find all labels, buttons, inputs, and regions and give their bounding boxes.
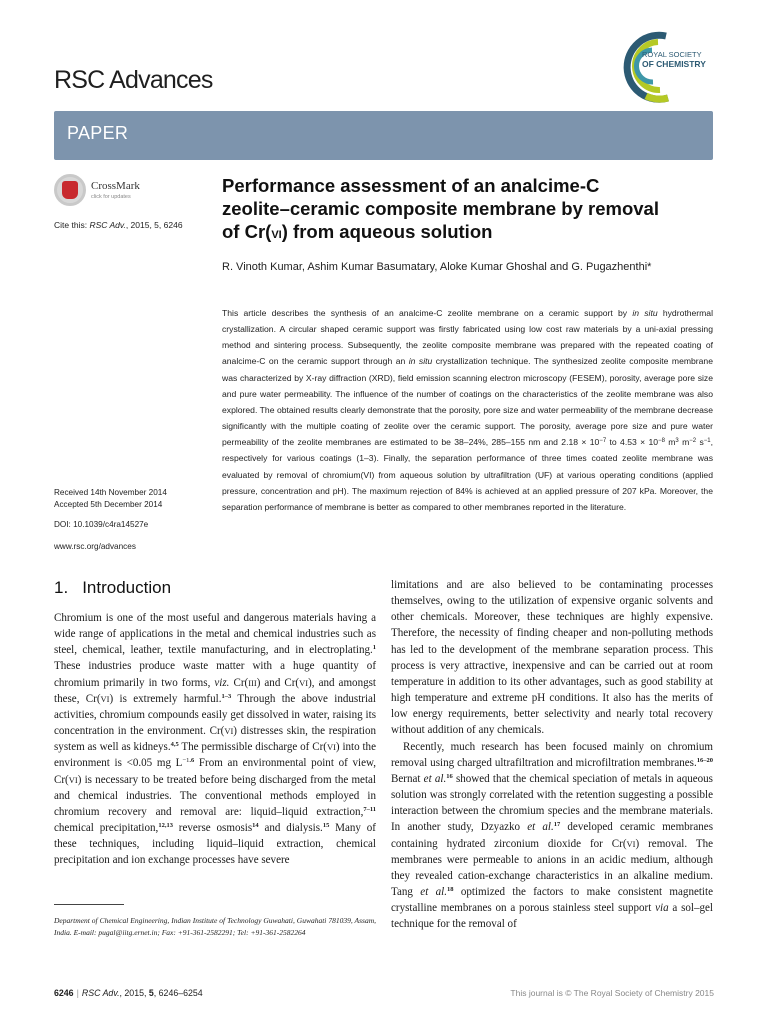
author-list: R. Vinoth Kumar, Ashim Kumar Basumatary, Aloke Kumar Ghoshal and G. Pugazhenthi* — [222, 261, 652, 273]
affiliation-footnote: Department of Chemical Engineering, Indian Institute of Technology Guwahati, Guwahati 781039, Assam, India. E-mail: pugal@iitg.ernet.in; Fax: +91-361-2582291; Tel: +91-361-2582264 — [54, 916, 376, 937]
ref-link[interactable]: 14 — [252, 822, 259, 830]
article-title: Performance assessment of an analcime-C zeolite–ceramic composite membrane by removal of Cr(vi) from aqueous solution — [222, 175, 659, 242]
body-right-column — [391, 577, 713, 932]
section-number: 1. — [54, 578, 69, 597]
article-type-banner — [54, 111, 713, 160]
crossmark-icon — [54, 174, 86, 206]
page-number: 6246 — [54, 988, 74, 998]
copyright-notice: This journal is © The Royal Society of Chemistry 2015 — [510, 988, 714, 998]
ref-link[interactable]: 4,5 — [170, 741, 179, 749]
ref-link[interactable]: 12,13 — [158, 822, 173, 830]
doi-link[interactable]: DOI: 10.1039/c4ra14527e — [54, 520, 149, 529]
ref-link[interactable]: 15 — [322, 822, 330, 830]
section-heading — [54, 578, 171, 598]
paragraph: limitations and are also believed to be contaminating processes themselves, owing to the utilization of expensive organic solvents and other chemicals. Moreover, these techniques are highly expensive. Therefore, the necessity of finding cheaper and non-polluting methods has led to the development of the membrane separation process. This process is very attractive, inexpensive and can be carried out at room temperature in addition to its other advantages, such as good stability at high temperature and extreme pH conditions. It also has the merits of low energy requirements, better selectivity and nearly total recovery without addition of any chemicals. — [391, 579, 713, 737]
cite-prefix: Cite this: — [54, 220, 88, 230]
accepted-date: Accepted 5th December 2014 — [54, 500, 163, 509]
journal-url-link[interactable]: www.rsc.org/advances — [54, 542, 136, 551]
ref-link[interactable]: 1–3 — [221, 692, 232, 700]
citation — [54, 220, 183, 230]
ref-link[interactable]: 16–20 — [696, 756, 713, 764]
journal-name: RSC Advances — [54, 66, 213, 94]
ref-link[interactable]: .6 — [189, 757, 195, 765]
article-type: PAPER — [67, 123, 129, 143]
body-left-column: Chromium is one of the most useful and dangerous materials having a wide range of applications in the metal and chemical industries such as steel, chemical, leather, textile manufacturing, and in electroplating.$^1$ These industries produce waste matter with a huge quantity of chromium primarily in two forms, viz. Cr(III) and Cr(VI), and amongst these, Cr(VI) is extremely harmful.$^{1-3}$ Through the above industrial activities, chromium compounds easily get dissolved in water, raising its concentration in the environment. Cr(VI) distresses skin, the respiration system as well as kidneys.$^{4,5}$ The permissible discharge of Cr(VI) into the environment is <0.05 mg $L^{-1.6}$ From an environmental point of view, Cr(VI) is necessary to be treated before being discharged from the metal and chemical industries. The conventional methods employed in chromium recovery and removal are: liquid–liquid extraction,$^{7-11}$ chemical precipitation,$^{12,13}$ reverse osmosis$^{14}$ and dialysis.$^{15}$ Many of these techniques, including liquid–liquid extraction, chemical precipitation and ion exchange processes have severe — [54, 612, 377, 867]
section-title-text: Introduction — [82, 578, 172, 597]
received-date: Received 14th November 2014 — [54, 488, 167, 497]
crossmark-label: CrossMark — [91, 180, 140, 192]
page-footer-citation: 6246 | RSC Adv., 2015, 5, 6246–6254 — [54, 988, 203, 998]
ref-link[interactable]: 16 — [446, 772, 453, 780]
cite-rest: , 2015, 5, 6246 — [125, 220, 183, 230]
crossmark-sub: click for updates — [91, 194, 131, 200]
crossmark-button[interactable] — [54, 174, 150, 210]
ref-link[interactable]: 17 — [553, 821, 561, 829]
ref-link[interactable]: 1 — [372, 644, 376, 652]
publisher-line2: OF CHEMISTRY — [642, 58, 706, 69]
ref-link[interactable]: 7–11 — [363, 805, 376, 813]
paragraph: Recently, much research has been focused mainly on chromium removal using charged ultrafiltration and microfiltration membranes.$^{16-20}$ Bernat et al.$^{16}$ showed that the chemical speciation of metals in aqueous solution was strongly correlated with the retention suggesting a possible interaction between the chromium species and the membrane materials. In another study, Dzyazko et al.$^{17}$ developed ceramic membranes containing hydrated zirconium dioxide for Cr(VI) removal. The membranes were permeable to anions in an acidic medium, although they revealed cation-exchange characteristics in an alkaline medium. Tang et al.$^{18}$ optimized the factors to make consistent magnetite crystalline membranes on a porous stainless steel support via a sol–gel technique for the removal of — [391, 740, 713, 931]
ref-link[interactable]: 18 — [446, 885, 454, 893]
cite-journal: RSC Adv. — [89, 220, 126, 230]
footnote-divider — [54, 904, 124, 905]
abstract: This article describes the synthesis of an analcime-C zeolite membrane on a ceramic support by in situ hydrothermal crystallization. A circular shaped ceramic support was firstly fabricated using low cost raw materials by a uni-axial pressing method and sintering process. Subsequently, the zeolite composite membrane was prepared with the repeated coating of analcime-C on the ceramic support through an in situ crystallization technique. The synthesized zeolite composite membrane was characterized by X-ray diffraction (XRD), field emission scanning electron microscopy (FESEM), porosity, average pore size and pure water permeability. The influence of the number of coatings on the characteristics of the zeolite membrane was also explored. The obtained results clearly demonstrate that the porosity, pore size and water permeability of the membrane decrease significantly with the multiple coating of zeolite over the ceramic support. The porosity, average pore size and pure water permeability of the zeolite membranes are estimated to be 38–24%, 285–155 nm and $2.18 \times 10^{-7}$ to $4.53 \times 10^{-8}$ $m^3$ $m^{-2}$ $s^{-1}$, respectively for various coatings (1–3). Finally, the separation performance of three times coated zeolite membrane was evaluated by removal of chromium(VI) from aqueous solution by ultrafiltration (UF) at various operating conditions (applied pressure, concentration and pH). The maximum rejection of 84% is achieved at an applied pressure of 207 kPa. Moreover, the separation performance of membrane is better as compared to other membranes reported in the literature. — [222, 308, 714, 512]
publisher-line1: ROYAL SOCIETY — [642, 50, 702, 59]
rsc-logo[interactable] — [606, 22, 718, 112]
